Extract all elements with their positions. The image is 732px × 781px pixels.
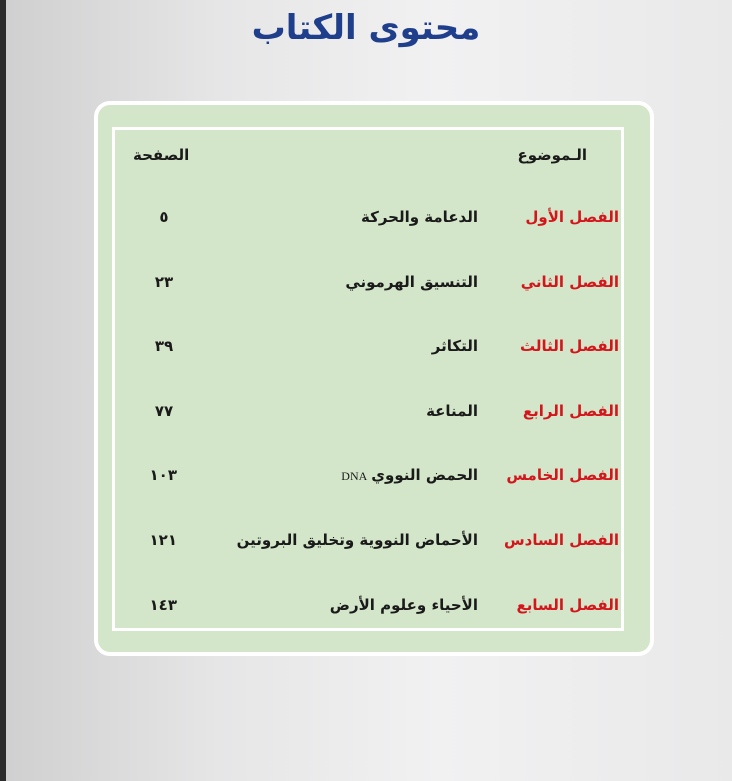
page-number: ١٠٣ xyxy=(149,466,177,484)
topic-latin-label: DNA xyxy=(341,469,368,483)
page-number: ٥ xyxy=(159,208,169,226)
chapter-label: الفصل الخامس xyxy=(506,466,619,484)
topic-label: الدعامة والحركة xyxy=(361,208,478,226)
chapter-label: الفصل السادس xyxy=(503,531,619,549)
table-row[interactable] xyxy=(115,402,621,426)
table-row[interactable] xyxy=(115,531,621,555)
topic-label: التنسيق الهرموني xyxy=(345,273,478,291)
contents-table xyxy=(112,127,624,631)
topic-label: المناعة xyxy=(426,402,478,420)
table-row[interactable] xyxy=(115,466,621,490)
table-row[interactable] xyxy=(115,208,621,232)
chapter-label: الفصل الثالث xyxy=(519,337,619,355)
topic-label: الأحياء وعلوم الأرض xyxy=(329,596,478,614)
topic-label: الحمض النوويDNA xyxy=(341,466,478,484)
chapter-label: الفصل الرابع xyxy=(522,402,619,420)
table-row[interactable] xyxy=(115,273,621,297)
page-number: ٢٣ xyxy=(154,273,174,291)
page-number: ٧٧ xyxy=(154,402,174,420)
chapter-label: الفصل الثاني xyxy=(520,273,619,291)
topic-header: الـموضوع xyxy=(517,146,587,164)
chapter-label: الفصل السابع xyxy=(516,596,619,614)
page-edge xyxy=(0,0,6,781)
contents-card xyxy=(94,101,654,656)
page-header: الصفحة xyxy=(133,146,190,164)
page-title: محتوى الكتاب xyxy=(251,8,481,48)
chapter-label: الفصل الأول xyxy=(525,208,619,226)
page-number: ١٢١ xyxy=(149,531,177,549)
page-number: ٣٩ xyxy=(154,337,174,355)
topic-label: التكاثر xyxy=(431,337,478,355)
topic-label: الأحماض النووية وتخليق البروتين xyxy=(236,531,478,549)
page-number: ١٤٣ xyxy=(149,596,177,614)
table-row[interactable] xyxy=(115,596,621,620)
table-row[interactable] xyxy=(115,337,621,361)
